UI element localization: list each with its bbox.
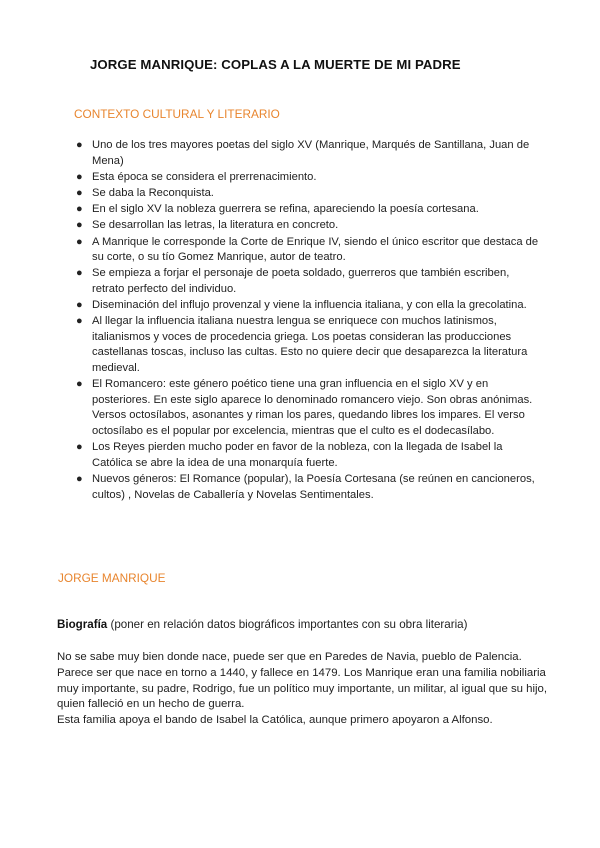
bullet-dot-icon: ● (76, 315, 83, 328)
bullet-dot-icon: ● (76, 139, 83, 151)
list-item (76, 472, 542, 503)
list-item (76, 298, 542, 314)
list-item-text: Se empieza a forjar el personaje de poeta soldado, guerreros que también escriben, retrato perfecto del individuo. (92, 267, 510, 295)
document-title: JORGE MANRIQUE: COPLAS A LA MUERTE DE MI PADRE (90, 57, 461, 72)
bullet-dot-icon: ● (76, 299, 83, 312)
list-item-text: El Romancero: este género poético tiene una gran influencia en el siglo XV y en posteriores. En este siglo aparece lo denominado romancero viejo. Son obras anónimas. Versos octosílabos, asonantes y riman los pares, quedando libres los impares. El verso octosílabo es el popular por excelencia, mientras que el culto es el dodecasílabo. (92, 378, 533, 438)
list-item-text: Nuevos géneros: El Romance (popular), la Poesía Cortesana (se reúnen en cancioneros, cultos) , Novelas de Caballería y Novelas Sentimentales. (92, 473, 535, 501)
bullet-dot-icon: ● (76, 186, 83, 199)
list-item (76, 186, 542, 202)
bullet-dot-icon: ● (76, 378, 83, 391)
list-item-text: Al llegar la influencia italiana nuestra lengua se enriquece con muchos latinismos, italianismos y voces de procedencia griega. Los poetas consideran las producciones castellanas toscas, incluso las cultas. Esto no quiere decir que desaparezca la literatura medieval. (92, 315, 528, 375)
list-item (76, 266, 542, 297)
section-heading-jorge-manrique: JORGE MANRIQUE (58, 571, 166, 585)
list-item-text: Se daba la Reconquista. (92, 186, 214, 199)
bullet-dot-icon: ● (76, 441, 83, 454)
list-item-text: Esta época se considera el prerrenacimiento. (92, 170, 317, 183)
bullet-dot-icon: ● (76, 219, 83, 232)
biography-paragraph (57, 650, 549, 729)
list-item-text: Diseminación del influjo provenzal y viene la influencia italiana, y con ella la grecolatina. (92, 299, 527, 312)
section-heading-contexto: CONTEXTO CULTURAL Y LITERARIO (74, 107, 280, 121)
list-item-text: Los Reyes pierden mucho poder en favor de la nobleza, con la llegada de Isabel la Católica se abre la idea de una monarquía fuerte. (92, 441, 503, 469)
bio-text-2: Esta familia apoya el bando de Isabel la Católica, aunque primero apoyaron a Alfonso. (57, 714, 493, 727)
list-item (76, 440, 542, 471)
bullet-dot-icon: ● (76, 267, 83, 280)
context-bullet-list (76, 138, 542, 504)
list-item (76, 202, 542, 218)
list-item-text: Se desarrollan las letras, la literatura en concreto. (92, 219, 339, 232)
bullet-dot-icon: ● (76, 235, 83, 248)
list-item (76, 170, 542, 186)
bullet-dot-icon: ● (76, 473, 83, 485)
list-item (76, 138, 542, 169)
list-item-text: A Manrique le corresponde la Corte de Enrique IV, siendo el único escritor que destaca de su corte, o su tío Gomez Manrique, autor de teatro. (92, 235, 539, 264)
bio-text: No se sabe muy bien donde nace, puede ser que en Paredes de Navia, pueblo de Palencia. Parece ser que nace en torno a 1440, y fallece en 1479. Los Manrique eran una familia nobiliaria muy importante, su padre, Rodrigo, fue un político muy importante, un militar, al igual que su hijo, quien falleció en un hecho de guerra. (57, 651, 548, 711)
list-item-text: En el siglo XV la nobleza guerrera se refina, apareciendo la poesía cortesana. (92, 203, 479, 216)
list-item (76, 377, 542, 439)
biografia-note: (poner en relación datos biográficos importantes con su obra literaria) (107, 618, 468, 631)
biografia-line (57, 618, 557, 631)
list-item (76, 314, 542, 376)
bullet-dot-icon: ● (76, 170, 83, 183)
biografia-label: Biografía (57, 618, 108, 631)
list-item-text: Uno de los tres mayores poetas del siglo XV (Manrique, Marqués de Santillana, Juan de Mena) (92, 139, 530, 167)
list-item (76, 235, 542, 266)
bullet-dot-icon: ● (76, 203, 83, 216)
list-item (76, 218, 542, 234)
